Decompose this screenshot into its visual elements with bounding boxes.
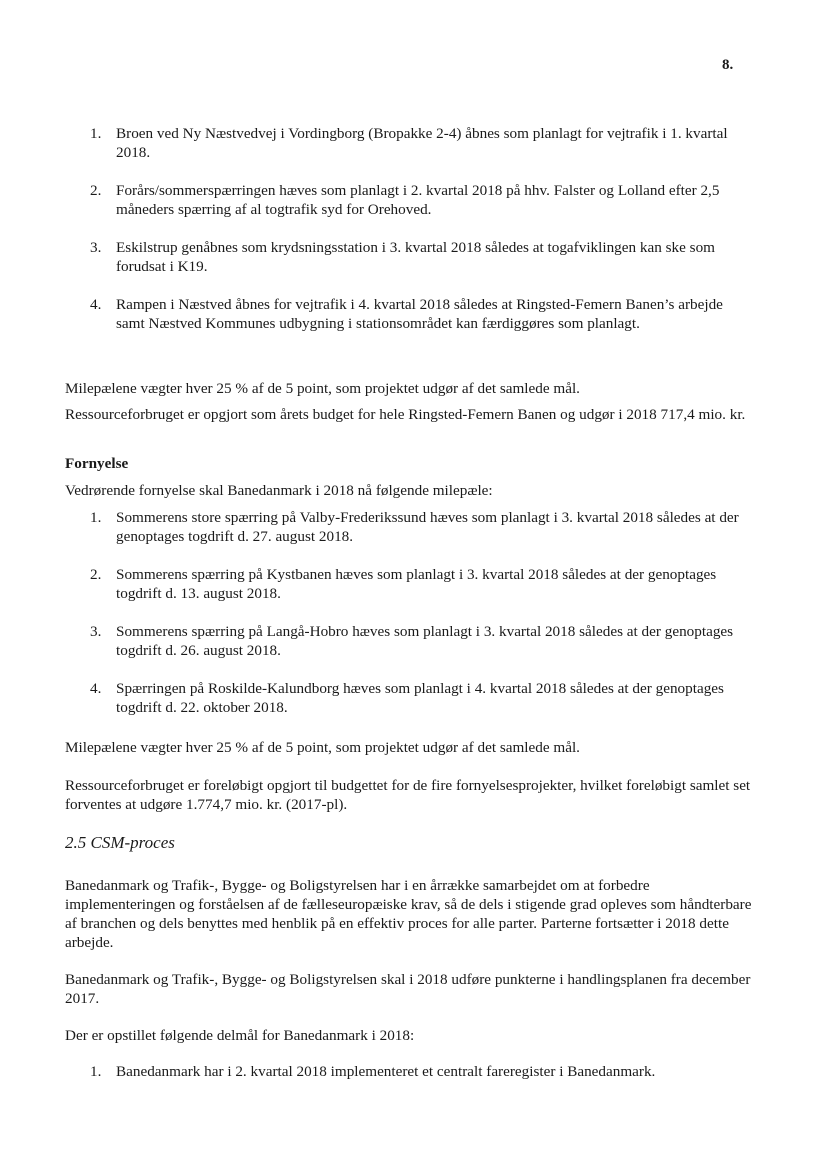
list-number: 4. xyxy=(90,680,102,697)
list-number: 3. xyxy=(90,623,102,640)
list-item xyxy=(90,181,740,219)
numbered-list-subgoals xyxy=(90,1062,740,1081)
resources-paragraph: Ressourceforbruget er opgjort som årets budget for hele Ringsted-Femern Banen og udgør i 2018 717,4 mio. kr. xyxy=(65,406,746,423)
list-number: 1. xyxy=(90,125,102,142)
list-item xyxy=(90,679,740,717)
numbered-list-milestones xyxy=(90,124,740,333)
list-item xyxy=(90,508,740,546)
csm-paragraph: Banedanmark og Trafik-, Bygge- og Boligstyrelsen skal i 2018 udføre punkterne i handlingsplanen fra december 2017. xyxy=(65,971,751,1007)
list-item-text: Sommerens store spærring på Valby-Frederikssund hæves som planlagt i 3. kvartal 2018 således at der genoptages togdrift d. 27. august 2018. xyxy=(116,509,739,545)
list-number: 3. xyxy=(90,239,102,256)
page-number: 8. xyxy=(722,57,734,73)
fornyelse-intro: Vedrørende fornyelse skal Banedanmark i 2018 nå følgende milepæle: xyxy=(65,482,493,499)
csm-paragraph: Der er opstillet følgende delmål for Banedanmark i 2018: xyxy=(65,1027,415,1044)
list-item xyxy=(90,124,740,162)
list-number: 2. xyxy=(90,566,102,583)
list-item xyxy=(90,622,740,660)
milestones-weight-paragraph: Milepælene vægter hver 25 % af de 5 point, som projektet udgør af det samlede mål. xyxy=(65,739,580,756)
list-item-text: Spærringen på Roskilde-Kalundborg hæves som planlagt i 4. kvartal 2018 således at der genoptages togdrift d. 22. oktober 2018. xyxy=(116,680,724,716)
list-item-text: Banedanmark har i 2. kvartal 2018 implementeret et centralt fareregister i Banedanmark. xyxy=(116,1063,656,1080)
list-number: 2. xyxy=(90,182,102,199)
resources-paragraph: Ressourceforbruget er foreløbigt opgjort til budgettet for de fire fornyelsesprojekter, hvilket foreløbigt samlet set forventes at udgøre 1.774,7 mio. kr. (2017-pl). xyxy=(65,777,751,813)
list-item-text: Eskilstrup genåbnes som krydsningsstation i 3. kvartal 2018 således at togafviklingen kan ske som forudsat i K19. xyxy=(116,239,715,275)
list-number: 1. xyxy=(90,1063,102,1080)
list-item-text: Broen ved Ny Næstvedvej i Vordingborg (Bropakke 2-4) åbnes som planlagt for vejtrafik i 1. kvartal 2018. xyxy=(116,125,728,161)
milestones-weight-paragraph: Milepælene vægter hver 25 % af de 5 point, som projektet udgør af det samlede mål. xyxy=(65,380,580,397)
csm-paragraph: Banedanmark og Trafik-, Bygge- og Boligstyrelsen har i en årrække samarbejdet om at forbedre implementeringen og forståelsen af de fælleseuropæiske krav, så de dels i stigende grad opleves som håndterbare af branchen og dels benyttes med henblik på en effektiv proces for alle parter. Parterne fortsætter i 2018 dette arbejde. xyxy=(65,877,752,951)
list-number: 4. xyxy=(90,296,102,313)
list-item-text: Forårs/sommerspærringen hæves som planlagt i 2. kvartal 2018 på hhv. Falster og Lolland efter 2,5 måneders spærring af al togtrafik syd for Orehoved. xyxy=(116,182,720,218)
list-item-text: Sommerens spærring på Langå-Hobro hæves som planlagt i 3. kvartal 2018 således at der genoptages togdrift d. 26. august 2018. xyxy=(116,623,734,659)
list-item xyxy=(90,238,740,276)
fornyelse-heading: Fornyelse xyxy=(65,455,129,472)
list-number: 1. xyxy=(90,509,102,526)
list-item-text: Sommerens spærring på Kystbanen hæves som planlagt i 3. kvartal 2018 således at der genoptages togdrift d. 13. august 2018. xyxy=(116,566,717,602)
list-item-text: Rampen i Næstved åbnes for vejtrafik i 4. kvartal 2018 således at Ringsted-Femern Banen’s arbejde samt Næstved Kommunes udbygning i stationsområdet kan færdiggøres som planlagt. xyxy=(116,296,723,332)
section-heading-csm: 2.5 CSM-proces xyxy=(65,833,175,852)
list-item xyxy=(90,295,740,333)
list-item xyxy=(90,1062,740,1081)
list-item xyxy=(90,565,740,603)
numbered-list-fornyelse xyxy=(90,508,740,717)
